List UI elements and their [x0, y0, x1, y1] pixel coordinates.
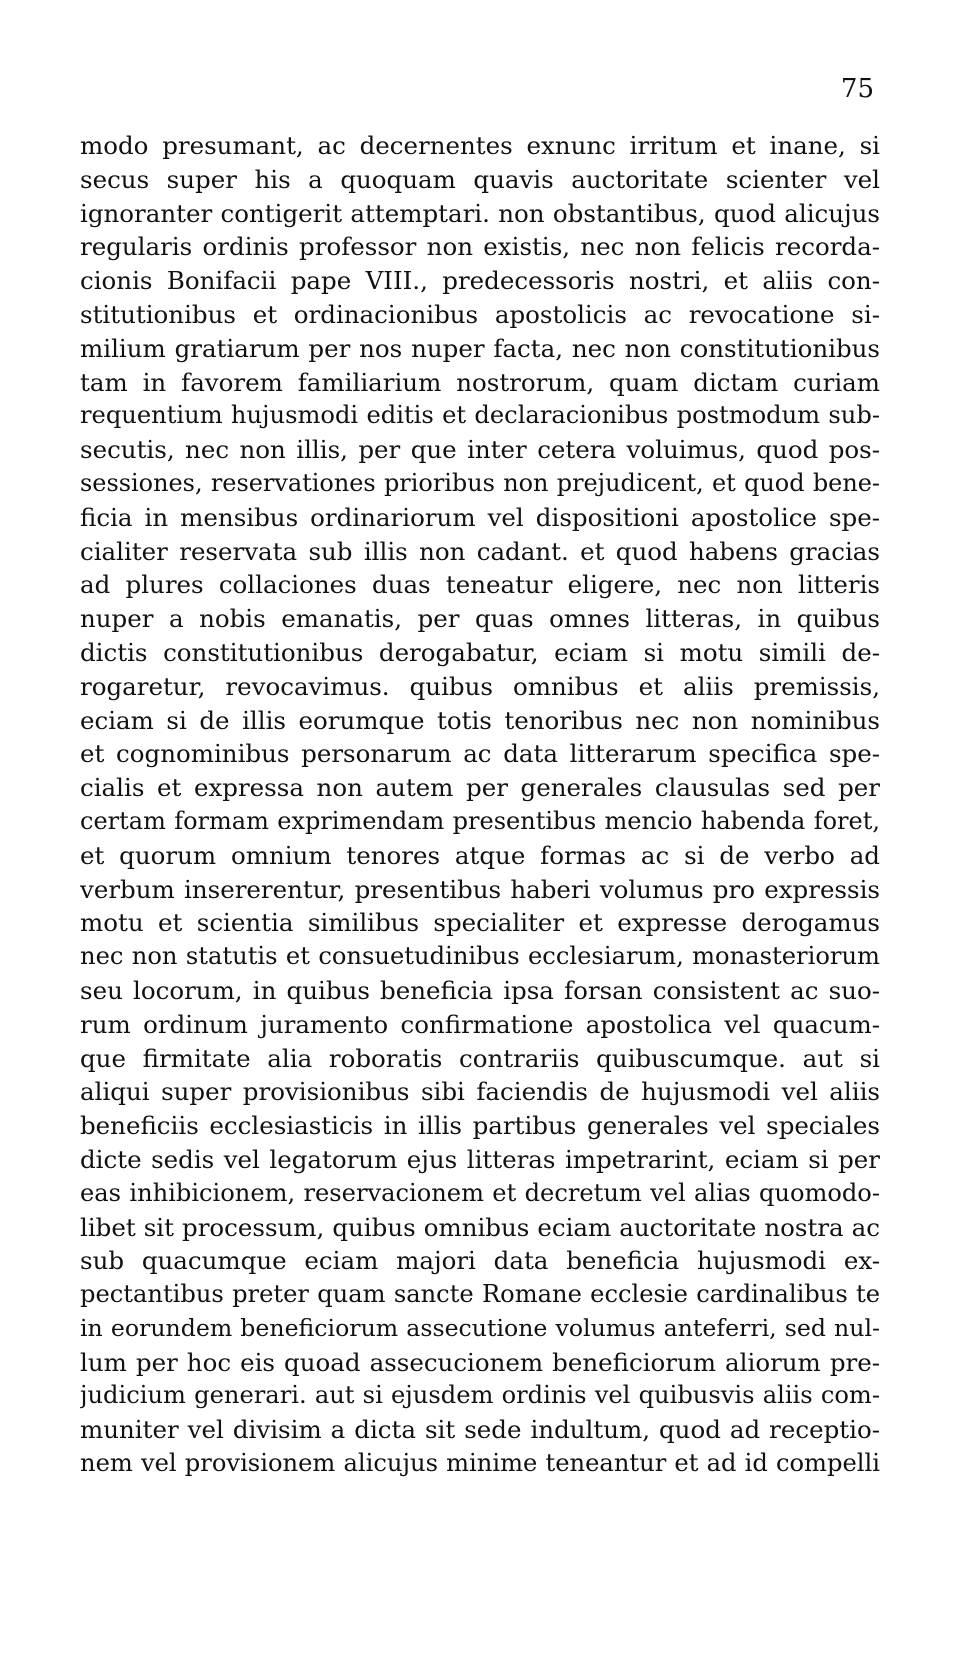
text-line: seu locorum, in quibus beneficia ipsa forsan consistent ac suo- — [80, 975, 880, 1005]
text-line: requentium hujusmodi editis et declaracionibus postmodum sub- — [80, 401, 880, 430]
text-line: judicium generari. aut si ejusdem ordinis vel quibusvis aliis com- — [80, 1381, 880, 1410]
text-line: rogaretur, revocavimus. quibus omnibus et aliis premissis, — [80, 671, 880, 701]
text-line: ficia in mensibus ordinariorum vel dispositioni apostolice spe- — [80, 502, 880, 532]
body-text — [80, 129, 880, 1481]
text-line: secus super his a quoquam quavis auctoritate scienter vel — [80, 164, 880, 194]
text-line: que firmitate alia roboratis contrariis quibuscumque. aut si — [80, 1043, 880, 1073]
text-line: tam in favorem familiarium nostrorum, quam dictam curiam — [80, 367, 880, 397]
text-line: cialis et expressa non autem per generales clausulas sed per — [80, 773, 880, 803]
text-line: ad plures collaciones duas teneatur eligere, nec non litteris — [80, 570, 880, 600]
text-line: dictis constitutionibus derogabatur, eciam si motu simili de- — [80, 637, 880, 667]
text-line: et cognominibus personarum ac data litterarum specifica spe- — [80, 739, 880, 769]
text-line: regularis ordinis professor non existis, nec non felicis recorda- — [80, 232, 880, 262]
text-line: beneficiis ecclesiasticis in illis partibus generales vel speciales — [80, 1111, 880, 1141]
text-line: eas inhibicionem, reservacionem et decretum vel alias quomodo- — [80, 1178, 880, 1207]
text-line: nec non statutis et consuetudinibus ecclesiarum, monasteriorum — [80, 942, 880, 971]
page-number: 75 — [840, 74, 874, 104]
text-line: aliqui super provisionibus sibi faciendis de hujusmodi vel aliis — [80, 1077, 880, 1107]
text-line: libet sit processum, quibus omnibus eciam auctoritate nostra ac — [80, 1212, 880, 1242]
text-line: certam formam exprimendam presentibus mencio habenda foret, — [80, 806, 880, 835]
text-line: milium gratiarum per nos nuper facta, nec non constitutionibus — [80, 333, 880, 363]
text-line: muniter vel divisim a dicta sit sede indultum, quod ad receptio- — [80, 1415, 880, 1445]
text-line: sub quacumque eciam majori data beneficia hujusmodi ex- — [80, 1246, 880, 1276]
text-line: modo presumant, ac decernentes exnunc irritum et inane, si — [80, 131, 880, 160]
text-line: in eorundem beneficiorum assecutione volumus anteferri, sed nul- — [80, 1313, 880, 1342]
text-line: nem vel provisionem alicujus minime teneantur et ad id compelli — [80, 1449, 880, 1478]
text-line: verbum insererentur, presentibus haberi volumus pro expressis — [80, 874, 880, 904]
text-line: lum per hoc eis quoad assecucionem beneficiorum aliorum pre- — [80, 1347, 880, 1377]
text-line: eciam si de illis eorumque totis tenoribus nec non nominibus — [80, 705, 880, 735]
text-line: dicte sedis vel legatorum ejus litteras impetrarint, eciam si per — [80, 1144, 880, 1174]
text-line: cialiter reservata sub illis non cadant. et quod habens gracias — [80, 536, 880, 566]
text-line: secutis, nec non illis, per que inter cetera voluimus, quod pos- — [80, 435, 880, 465]
text-line: cionis Bonifacii pape VIII., predecessoris nostri, et aliis con- — [80, 266, 880, 296]
text-line: nuper a nobis emanatis, per quas omnes litteras, in quibus — [80, 604, 880, 634]
text-line: motu et scientia similibus specialiter et expresse derogamus — [80, 908, 880, 938]
text-line: et quorum omnium tenores atque formas ac si de verbo ad — [80, 840, 880, 870]
text-line: pectantibus preter quam sancte Romane ecclesie cardinalibus te — [80, 1280, 880, 1309]
text-line: stitutionibus et ordinacionibus apostolicis ac revocatione si- — [80, 299, 880, 329]
text-line: rum ordinum juramento confirmatione apostolica vel quacum- — [80, 1009, 880, 1039]
text-line: ignoranter contigerit attemptari. non obstantibus, quod alicujus — [80, 198, 880, 228]
text-line: sessiones, reservationes prioribus non prejudicent, et quod bene- — [80, 468, 880, 497]
